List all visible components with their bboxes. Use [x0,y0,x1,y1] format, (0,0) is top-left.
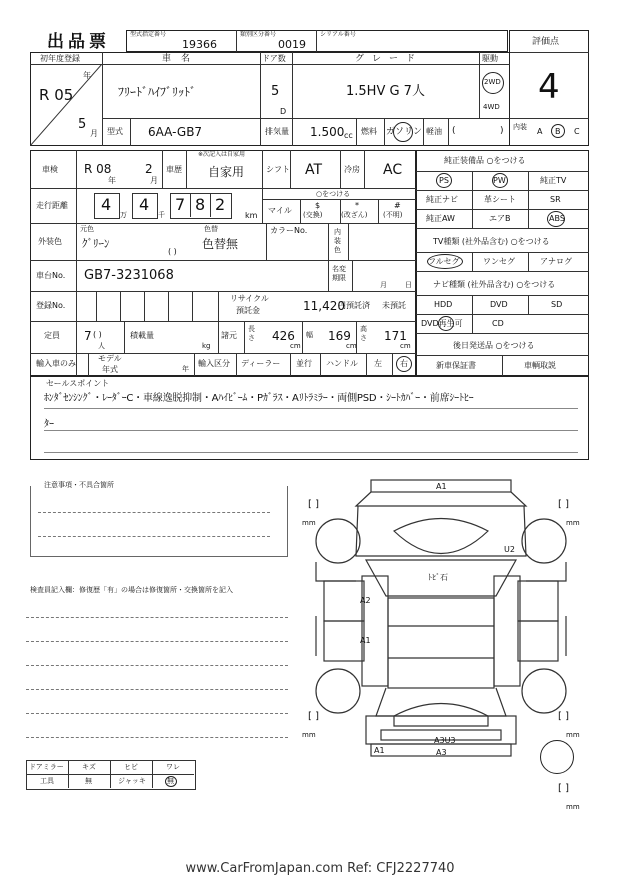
tampered-label: (改ざん) [341,211,368,219]
color-label: 色替 [204,225,218,233]
damage-front-right-fender: U2 [504,545,515,554]
grade-score: 4 [538,67,560,107]
category-no: 0019 [278,38,306,51]
first-reg-month: 5 [78,117,87,132]
history-label: 車歴 [166,165,182,174]
serial-label: シリアル番号 [320,31,356,38]
bracket-front-right: [ ] [558,499,569,510]
sales-point-box [30,376,589,460]
sales-point-line-1: ﾎﾝﾀﾞｾﾝｼﾝｸﾞ・ﾚｰﾀﾞｰC・車線逸脱抑制・Aﾊｲﾋﾞｰﾑ・Pｶﾞﾗｽ・Aﾘﾄﾗﾐﾗｰ・両側PSD・ｼｰﾄｶﾊﾞｰ・前席ｼｰﾄﾋｰ [44,393,474,404]
chassis-label: 車台No. [36,271,66,280]
car-name: ﾌﾘｰﾄﾞﾊｲﾌﾞﾘｯﾄﾞ [118,85,197,99]
equip-sr: SR [550,195,561,204]
unknown-label: (不明) [383,211,403,219]
later-warranty: 新車保証書 [436,361,476,370]
capacity: 7 [84,329,92,343]
legend-tools: 工具 [40,777,54,785]
car-name-label: 車名 [162,54,201,64]
history: 自家用 [208,165,245,179]
mile-label: マイル [268,206,292,215]
legend-jack: ジャッキ [118,777,146,785]
shift-label: シフト [266,165,290,174]
tv-title: TV種類 (社外品含む) ○をつける [433,237,550,246]
mileage-label: 走行距離 [36,201,68,210]
import-type-label: 輸入区分 [198,359,230,368]
navi-cd: CD [492,319,504,328]
damage-rear-bumper: A3 [436,748,447,757]
left-label: 左 [374,359,382,368]
model-year-label-1: モデル [98,354,122,363]
navi-sd: SD [551,300,563,309]
legend-crack: ヒビ [124,763,138,771]
tv-oneseg: ワンセグ [483,257,515,266]
height: 171 [384,329,407,343]
damage-left-front-door: A2 [360,596,371,605]
inspection-era: R 08 [84,162,112,176]
length: 426 [272,329,295,343]
load-label: 積載量 [130,331,154,340]
parallel-label: 並行 [296,359,312,368]
bracket-spare: [ ] [558,783,569,794]
mileage-digit-1: 4 [101,195,112,214]
recycle-none: 未預託 [382,301,406,310]
equip-leather: 革シート [484,195,516,204]
interior-label: 内装 [513,123,527,131]
equip-aw: 純正AW [426,214,455,223]
width-label: 幅 [306,331,313,339]
inspection-label: 車検 [42,165,58,174]
drive-2wd: 2WD [484,78,501,86]
damage-rear-left-corner: A1 [374,746,385,755]
light-oil-label: 軽油 [426,127,442,136]
doors: 5 [271,84,280,99]
navi-dvd-play: DVD再生可 [421,319,463,328]
grade: 1.5HV G 7人 [346,84,425,99]
damage-rear-gate: A3U3 [434,736,456,745]
equip-navi: 純正ナビ [426,195,458,204]
drive-4wd: 4WD [483,103,500,111]
equip-pw: PW [493,176,506,185]
grade-score-label: 評価点 [532,37,560,47]
doors-label: ドア数 [262,54,286,63]
mileage-digit-5: 2 [215,195,226,214]
fuel: ガソリン [386,127,423,137]
legend-scratch: キズ [82,763,96,771]
equip-abs: ABS [549,214,565,223]
width: 169 [328,329,351,343]
dealer-label: ディーラー [241,359,281,368]
shift: AT [305,162,323,178]
mileage-circle-note: ○をつける [316,190,351,198]
legend-jack-val: 無 [167,777,174,785]
inspection-month: 2 [145,162,153,176]
damage-left-rear-door: A1 [360,636,371,645]
caution-box [30,486,288,557]
mileage-digit-4: 8 [195,195,206,214]
dims-label: 諸元 [221,331,237,340]
tv-fullseg: フルセグ [428,257,460,266]
page-title: 出品票 [47,32,110,52]
color-changed: 色替無 [202,237,239,251]
model-designation-no: 19366 [182,38,217,51]
later-manual: 車輌取説 [524,361,556,370]
later-title: 後日発送品 ○をつける [453,341,535,350]
exchange-label: (交換) [303,211,323,219]
damage-front-bumper: A1 [436,482,447,491]
navi-dvd: DVD [490,300,508,309]
capacity-label: 定員 [44,331,60,340]
caution-label: 注意事項・不具合箇所 [44,481,114,489]
reg-no-label: 登録No. [36,301,66,310]
recycle-amount: 11,420 [303,299,345,313]
equip-airbag: エアB [489,214,511,223]
damage-windshield: ﾄﾋﾞ石 [428,573,448,582]
equipment-title: 純正装備品 ○をつける [444,156,526,165]
name-change-label: 名変期限 [332,265,346,282]
legend-mirror: ドアミラー [29,763,64,771]
model-type-label: 型式 [107,127,123,136]
legend-tools-val: 無 [85,777,92,785]
interior-color-label: 内装色 [334,228,341,254]
sales-point-line-2: ﾀｰ [44,419,54,430]
tv-analog: アナログ [540,257,572,266]
bracket-rear-right: [ ] [558,711,569,722]
model-designation-label: 型式指定番号 [130,31,167,38]
recycle-label-1: リサイクル [230,294,269,303]
exterior-color-label: 外装色 [38,237,62,246]
model-year-label-2: 年式 [102,365,118,374]
drive-label: 駆動 [482,54,498,63]
inspector-label: 検査員記入欄：修復歴「有」の場合は修復箇所・交換箇所を記入 [30,586,233,594]
right-label: 右 [400,359,408,368]
chassis-no: GB7-3231068 [84,268,174,283]
original-color: ｸﾞﾘｰﾝ [82,237,110,250]
ac: AC [383,162,403,178]
model-type: 6AA-GB7 [148,125,203,139]
equip-ps: PS [439,176,449,185]
legend-break: ワレ [166,763,180,771]
navi-hdd: HDD [434,300,453,309]
equip-tv: 純正TV [540,176,567,185]
history-note: ※次記入は自家用 [198,151,246,158]
sales-point-label: セールスポイント [46,379,110,388]
grade-label: グレード [355,54,424,64]
mileage-digit-3: 7 [175,195,186,214]
category-no-label: 類別区分番号 [240,31,277,38]
bracket-rear-left: [ ] [308,711,319,722]
navi-title: ナビ種類 (社外品含む) ○をつける [433,280,556,289]
bracket-front-left: [ ] [308,499,319,510]
color-no-label: カラーNo. [270,226,308,235]
displacement-label: 排気量 [265,127,289,136]
import-label: 輸入車のみ [36,359,76,368]
fuel-label: 燃料 [361,127,377,136]
spare-tire-circle [540,740,574,774]
recycle-label-2: 預託金 [236,306,260,315]
length-label: 長さ [248,325,255,342]
watermark: www.CarFromJapan.com Ref: CFJ2227740 [185,861,455,876]
mileage-digit-2: 4 [139,195,150,214]
handle-label: ハンドル [326,359,358,368]
displacement: 1.500 [310,125,345,139]
door-type: D [280,107,287,116]
first-reg-label: 初年度登録 [40,54,80,63]
original-color-label: 元色 [80,225,94,233]
ac-label: 冷房 [344,165,360,174]
height-label: 高さ [360,325,367,342]
first-reg-era: R 05 [39,86,74,104]
